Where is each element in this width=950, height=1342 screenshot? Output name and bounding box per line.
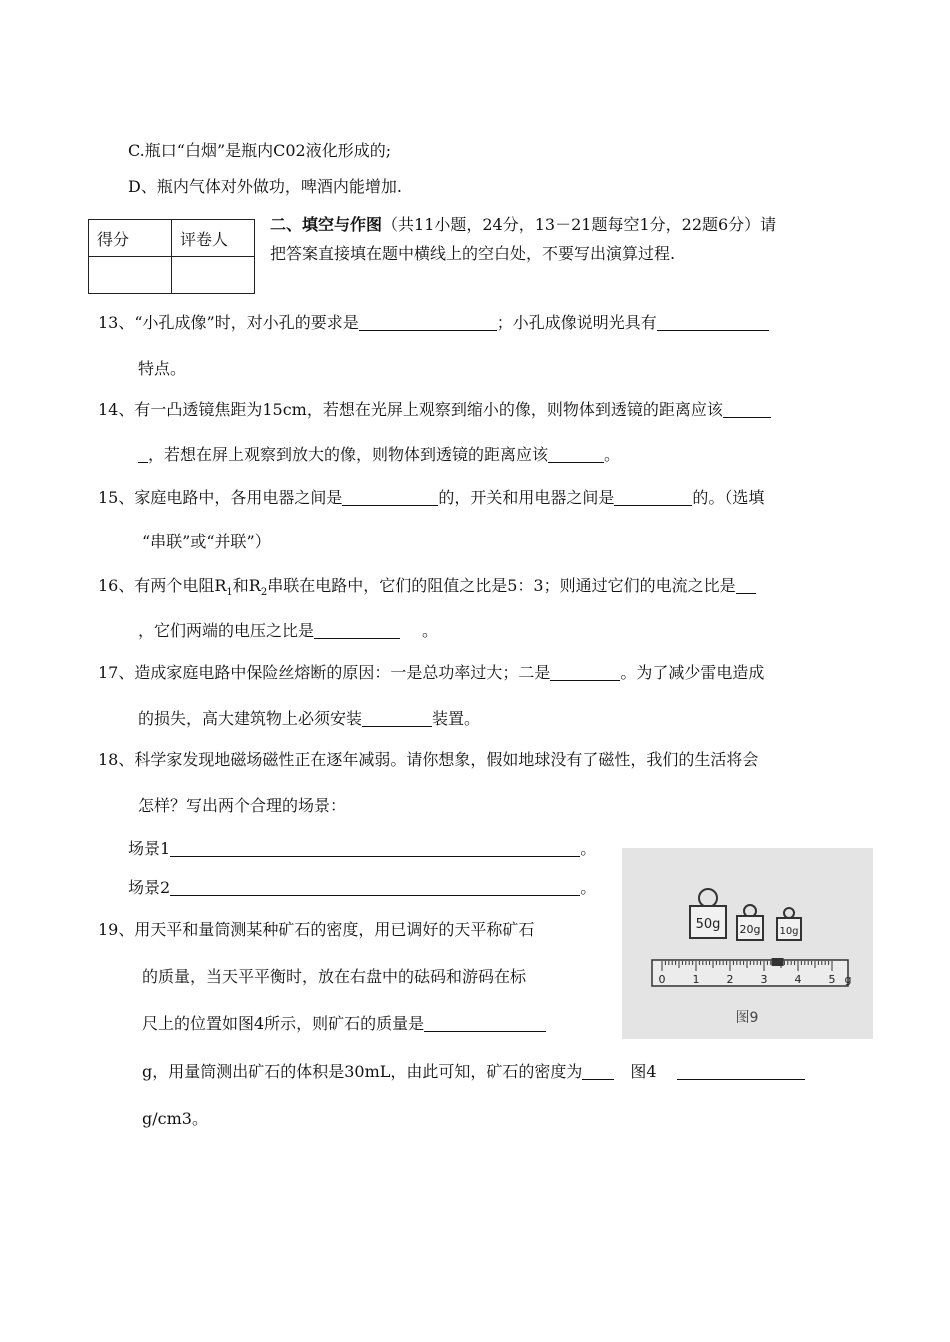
q15-text-a: 15、家庭电路中，各用电器之间是 — [98, 488, 343, 507]
q19-blank-density-1[interactable] — [582, 1063, 614, 1080]
q19-blank-mass[interactable] — [424, 1015, 546, 1032]
q13-text-a: 13、“小孔成像”时，对小孔的要求是 — [98, 313, 359, 332]
weight-20g-label: 20g — [739, 923, 761, 936]
score-cell[interactable] — [89, 257, 172, 294]
question-17-cont — [138, 708, 480, 730]
ruler-tick-label: g — [844, 973, 852, 986]
q16-text-c: 串联在电路中，它们的阻值之比是5：3；则通过它们的电流之比是 — [267, 576, 736, 595]
ruler-tick-label: 3 — [760, 973, 768, 986]
q13-blank-2[interactable] — [657, 314, 769, 331]
q14-text-a: 14、有一凸透镜焦距为15cm，若想在光屏上观察到缩小的像，则物体到透镜的距离应该 — [98, 400, 723, 419]
score-header: 得分 — [89, 220, 172, 257]
q16-blank-2[interactable] — [314, 622, 400, 639]
grader-header: 评卷人 — [172, 220, 255, 257]
q19-text-c: 尺上的位置如图4所示，则矿石的质量是 — [142, 1014, 425, 1033]
figure-4-label: 图4 — [630, 1062, 657, 1081]
balance-figure — [622, 848, 873, 1039]
weight-50g-label: 50g — [695, 917, 721, 932]
q16-text-d: ，它们两端的电压之比是 — [138, 621, 315, 640]
q16-sub-2: 2 — [260, 587, 268, 599]
section-heading — [270, 214, 776, 236]
section-desc-2: 把答案直接填在题中横线上的空白处，不要写出演算过程. — [270, 244, 676, 263]
q15-text-c: 的。（选填 — [692, 488, 765, 507]
weight-20g — [737, 905, 763, 940]
weight-10g-label: 10g — [779, 926, 799, 937]
q16-blank-1[interactable] — [736, 577, 756, 594]
question-15 — [98, 487, 764, 509]
scene-1-label: 场景1 — [128, 839, 171, 858]
q16-text-b: 和R — [232, 576, 261, 595]
balance-figure-svg — [622, 848, 873, 1039]
q16-text-e: 。 — [422, 621, 439, 640]
q18-text-a: 18、科学家发现地磁场磁性正在逐年减弱。请你想象，假如地球没有了磁性，我们的生活将会 — [98, 750, 759, 769]
q13-text-b: ；小孔成像说明光具有 — [496, 313, 657, 332]
question-17 — [98, 662, 764, 684]
ruler-tick-label: 5 — [828, 973, 836, 986]
q14-text-b: ，若想在屏上观察到放大的像，则物体到透镜的距离应该 — [148, 445, 549, 464]
q14-text-c: 。 — [604, 445, 621, 464]
grader-cell[interactable] — [172, 257, 255, 294]
scene-2-blank[interactable] — [170, 879, 580, 896]
question-19-mass — [142, 1013, 546, 1035]
option-d: D、瓶内气体对外做功，啤酒内能增加. — [128, 177, 402, 196]
figure-caption: 图9 — [735, 1010, 759, 1026]
q19-text-b: 的质量，当天平平衡时，放在右盘中的砝码和游码在标 — [142, 967, 527, 986]
question-16-cont — [138, 620, 438, 642]
question-13 — [98, 312, 769, 334]
q19-text-f: g/cm3。 — [142, 1109, 208, 1128]
q17-text-d: 装置。 — [432, 709, 481, 728]
weight-10g — [777, 908, 801, 940]
q15-text-d: “串联”或“并联”） — [142, 532, 271, 551]
section-desc-1: （共11小题，24分，13－21题每空1分，22题6分）请 — [382, 215, 777, 234]
q14-blank-2[interactable] — [548, 446, 604, 463]
q17-blank-1[interactable] — [550, 664, 620, 681]
option-c: C.瓶口“白烟”是瓶内C02液化形成的; — [128, 141, 392, 160]
rider[interactable] — [772, 958, 784, 966]
q16-text-a: 16、有两个电阻R — [98, 576, 227, 595]
question-16 — [98, 575, 756, 604]
q18-text-b: 怎样？写出两个合理的场景： — [138, 796, 347, 815]
scene-1-blank[interactable] — [170, 840, 580, 857]
q17-blank-2[interactable] — [362, 710, 432, 727]
q14-blank-1[interactable] — [723, 401, 771, 418]
q17-text-a: 17、造成家庭电路中保险丝熔断的原因：一是总功率过大；二是 — [98, 663, 551, 682]
q16-sub-1: 1 — [226, 587, 233, 599]
ruler-tick-label: 1 — [692, 973, 700, 986]
q19-blank-density-2[interactable] — [677, 1063, 805, 1080]
section-title: 二、填空与作图 — [270, 215, 383, 234]
scene-1-end: 。 — [580, 839, 597, 858]
q13-text-c: 特点。 — [138, 359, 187, 378]
weight-50g — [690, 889, 726, 938]
question-14 — [98, 399, 771, 421]
q19-text-d: g，用量筒测出矿石的体积是30mL，由此可知，矿石的密度为 — [142, 1062, 583, 1081]
question-14-cont — [138, 444, 620, 466]
q18-scene-1 — [128, 838, 596, 860]
ruler-tick-label: 4 — [794, 973, 802, 986]
q17-text-c: 的损失，高大建筑物上必须安装 — [138, 709, 363, 728]
q18-scene-2 — [128, 877, 596, 899]
q15-text-b: 的，开关和用电器之间是 — [438, 488, 615, 507]
ruler-tick-label: 0 — [658, 973, 666, 986]
scene-2-end: 。 — [580, 878, 597, 897]
scene-2-label: 场景2 — [128, 878, 171, 897]
ruler-tick-label: 2 — [726, 973, 734, 986]
q14-blank-1-tail[interactable] — [138, 446, 148, 463]
score-table — [88, 219, 255, 294]
question-19-density — [142, 1061, 805, 1083]
q19-text-a: 19、用天平和量筒测某种矿石的密度，用已调好的天平称矿石 — [98, 920, 535, 939]
q15-blank-2[interactable] — [614, 489, 692, 506]
q17-text-b: 。为了减少雷电造成 — [620, 663, 765, 682]
q15-blank-1[interactable] — [342, 489, 438, 506]
q13-blank-1[interactable] — [359, 314, 497, 331]
